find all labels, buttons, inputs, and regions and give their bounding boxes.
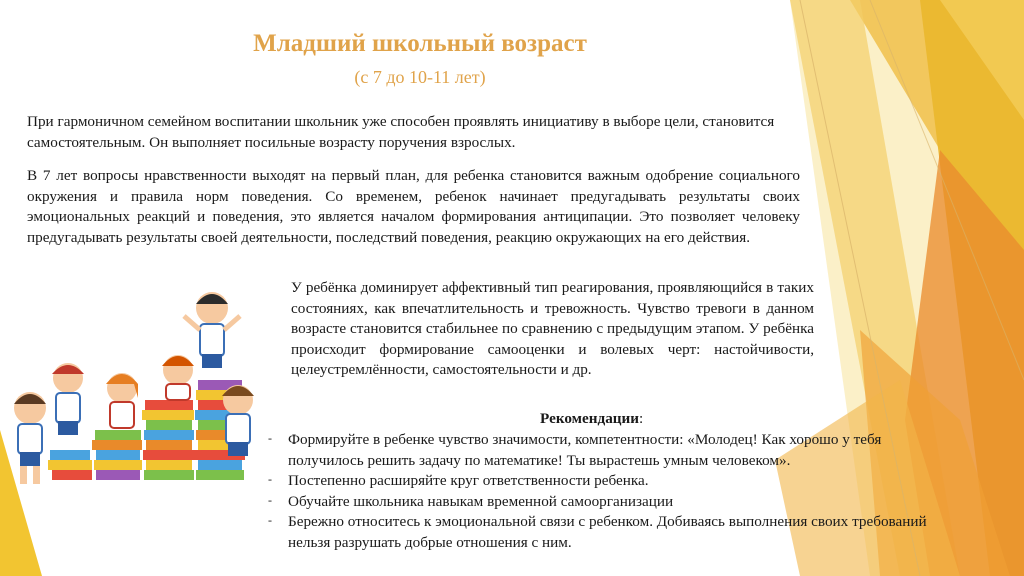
list-item-text: Обучайте школьника навыкам временной самоорганизации xyxy=(288,492,674,510)
child-figure xyxy=(184,292,240,368)
child-figure xyxy=(162,355,194,400)
list-item-text: Бережно относитесь к эмоциональной связи с ребенком. Добиваясь выполнения своих требований нельзя разрушать добрые отношения с ним. xyxy=(288,513,927,551)
page-title: Младший школьный возраст xyxy=(253,30,587,57)
paragraph-intro: При гармоничном семейном воспитании школьник уже способен проявлять инициативу в выборе цели, становится самостоятельным. Он выполняет посильные возрасту поручения взрослых. xyxy=(27,113,775,151)
paragraph-morality: В 7 лет вопросы нравственности выходят на первый план, для ребенка становится важным одобрение социального окружения и правила норм поведения. Со временем, ребенок начинает предугадывать результаты своих эмоциональных реакций и поведения, это является началом формирования антиципации. Это позволяет человеку предугадывать результаты своей деятельности, последствий поведения, реакцию окружающих на его действия. xyxy=(27,167,800,246)
list-item xyxy=(268,471,928,492)
list-item xyxy=(268,492,928,513)
bullet-dash: - xyxy=(268,513,272,527)
recommendations-heading-colon: : xyxy=(639,410,644,427)
child-figure xyxy=(106,373,138,428)
child-figure xyxy=(14,392,46,484)
recommendations-list xyxy=(268,430,928,553)
list-item xyxy=(268,512,928,553)
recommendations-heading xyxy=(540,410,643,428)
bullet-dash: - xyxy=(268,431,272,445)
page-subtitle: (с 7 до 10-11 лет) xyxy=(354,67,486,87)
list-item xyxy=(268,430,928,471)
children-on-books-illustration xyxy=(0,280,275,495)
list-item-text: Формируйте в ребенке чувство значимости, компетентности: «Молодец! Как хорошо у тебя получилось решить задачу по математике! Ты вырастешь умным человеком». xyxy=(288,431,882,469)
list-item-text: Постепенно расширяйте круг ответственности ребенка. xyxy=(288,472,649,489)
paragraph-affective: У ребёнка доминирует аффективный тип реагирования, проявляющийся в таких состояниях, как впечатлительность и тревожность. Чувство тревоги в данном возрасте становится стабильнее по сравнению с предыдущим этапом. У ребёнка происходит формирование самооценки и волевых черт: настойчивости, целеустремлённости, самостоятельности и др. xyxy=(291,279,814,378)
bullet-dash: - xyxy=(268,492,272,507)
child-figure xyxy=(52,363,84,435)
recommendations-heading-text: Рекомендации xyxy=(540,410,640,427)
bullet-dash: - xyxy=(268,472,272,486)
